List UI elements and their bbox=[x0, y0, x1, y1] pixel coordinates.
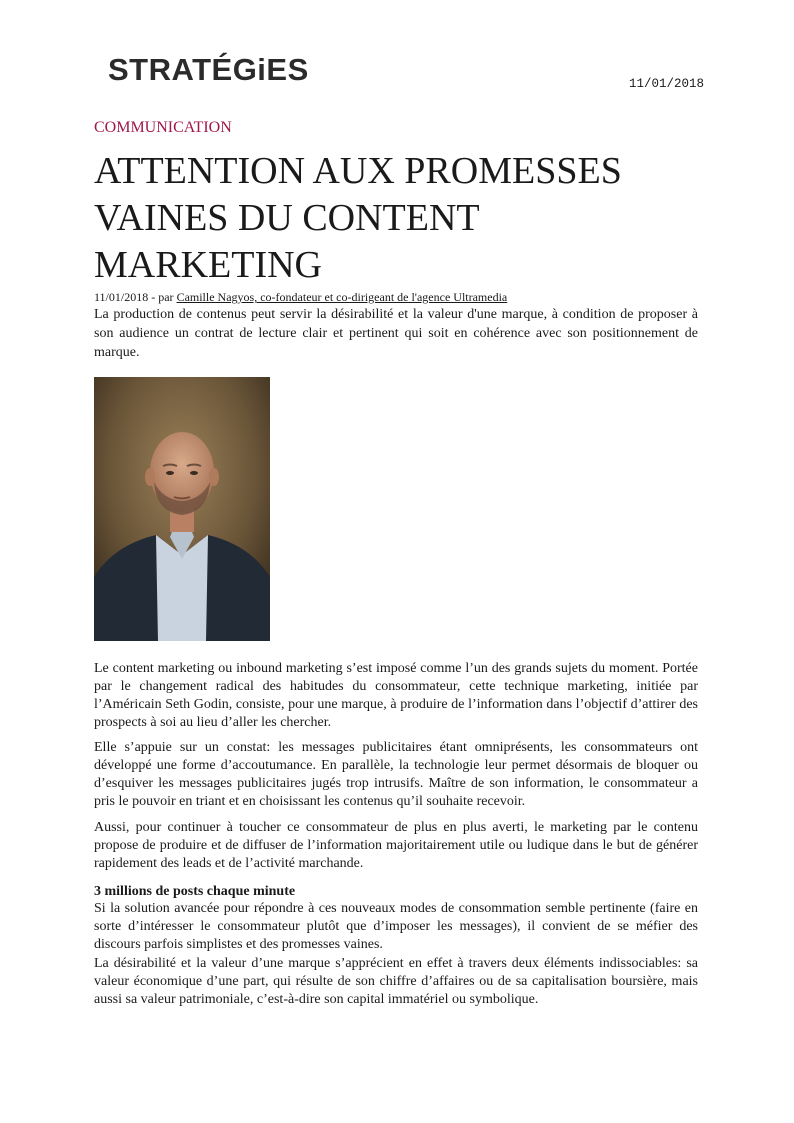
header-date: 11/01/2018 bbox=[629, 77, 705, 91]
author-link[interactable]: Camille Nagyos, co-fondateur et co-dirigeant de l'agence Ultramedia bbox=[176, 290, 508, 304]
author-photo bbox=[94, 377, 270, 641]
article-paragraph: Elle s’appuie sur un constat: les messages publicitaires étant omniprésents, les consommateurs ont développé une forme d’accoutumance. En parallèle, la technologie leur permet désormais de bloquer ou d’esquiver les messages publicitaires jugés trop intrusifs. Maître de son information, le consommateur a pris le pouvoir en triant et en choisissant les contenus qu’il souhaite recevoir. bbox=[94, 740, 698, 809]
byline-separator: - par bbox=[148, 290, 177, 304]
article-title: ATTENTION AUX PROMESSES VAINES DU CONTENT MARKETING bbox=[94, 150, 622, 286]
article-lead: La production de contenus peut servir la désirabilité et la valeur d'une marque, à condition de proposer à son audience un contrat de lecture clair et pertinent qui soit en cohérence avec son positionnement de marque. bbox=[94, 307, 698, 360]
article-rubric: COMMUNICATION bbox=[94, 119, 232, 136]
strategies-logo: STRATÉGiES bbox=[108, 52, 309, 87]
article-subheading: 3 millions de posts chaque minute bbox=[94, 884, 296, 899]
article-paragraph: Aussi, pour continuer à toucher ce consommateur de plus en plus averti, le marketing par le contenu propose de produire et de diffuser de l’information majoritairement utile ou ludique dans le but de générer rapidement des leads et de l’activité marchande. bbox=[94, 820, 698, 871]
article-paragraph: La désirabilité et la valeur d’une marque s’apprécient en effet à travers deux éléments indissociables: sa valeur économique d’une part, qui résulte de son chiffre d’affaires ou de sa capitalisation boursière, mais aussi sa valeur patrimoniale, c’est-à-dire son capital immatériel ou symbolique. bbox=[94, 956, 698, 1007]
article-byline bbox=[94, 290, 507, 304]
article-paragraph: Si la solution avancée pour répondre à ces nouveaux modes de consommation semble pertinente (faire en sorte d’intéresser le consommateur plutôt que d’imposer les messages), il convient de se méfier des discours parfois simplistes et des promesses vaines. bbox=[94, 901, 698, 952]
byline-date: 11/01/2018 bbox=[94, 290, 149, 304]
article-paragraph: Le content marketing ou inbound marketing s’est imposé comme l’un des grands sujets du moment. Portée par le changement radical des habitudes du consommateur, cette technique marketing, initiée par l’Américain Seth Godin, consiste, pour une marque, à produire de l’information dans l’objectif d’attirer des prospects à soi au lieu d’aller les chercher. bbox=[94, 661, 698, 730]
